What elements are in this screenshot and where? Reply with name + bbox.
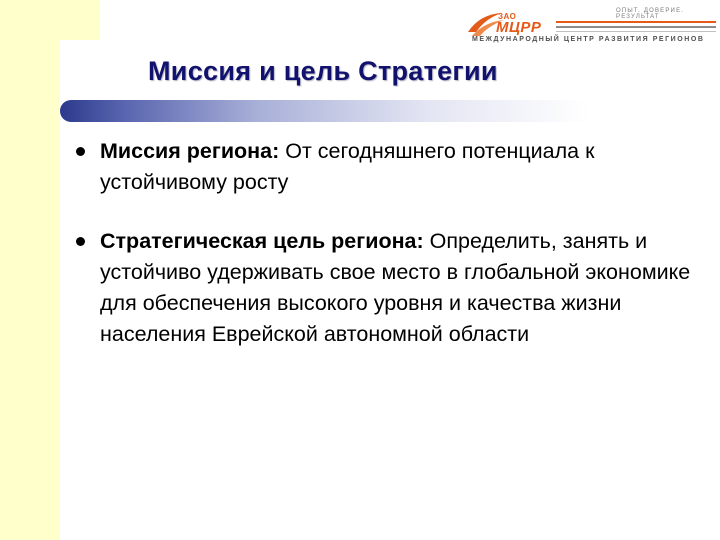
bullet-lead: Миссия региона:	[100, 139, 286, 163]
logo-subtitle: МЕЖДУНАРОДНЫЙ ЦЕНТР РАЗВИТИЯ РЕГИОНОВ	[472, 36, 705, 43]
bullet-list	[74, 136, 710, 378]
logo-motto: ОПЫТ. ДОВЕРИЕ. РЕЗУЛЬТАТ	[616, 8, 685, 20]
title-underline-bar	[60, 100, 720, 122]
company-logo	[466, 6, 716, 46]
corner-curve	[60, 40, 100, 80]
logo-line-orange	[556, 21, 716, 23]
bullet-dot-icon	[76, 147, 85, 156]
logo-line-light	[556, 31, 716, 32]
bullet-lead: Стратегическая цель региона:	[100, 229, 430, 253]
logo-name: МЦРР	[496, 19, 542, 36]
bullet-item-mission	[74, 136, 710, 198]
bullet-text: Определить, занять и устойчиво удерживать свое место в глобальной экономике для обеспечения высокого уровня и качества жизни населения Еврейской автономной области	[100, 229, 691, 346]
logo-prefix: ЗАО	[498, 12, 517, 21]
bullet-dot-icon	[76, 237, 85, 246]
slide-title: Миссия и цель Стратегии	[148, 56, 498, 86]
bullet-item-goal	[74, 226, 710, 350]
bullet-text: От сегодняшнего потенциала к устойчивому росту	[100, 139, 595, 194]
logo-line-gray	[556, 26, 716, 28]
left-decorative-band	[0, 0, 60, 540]
